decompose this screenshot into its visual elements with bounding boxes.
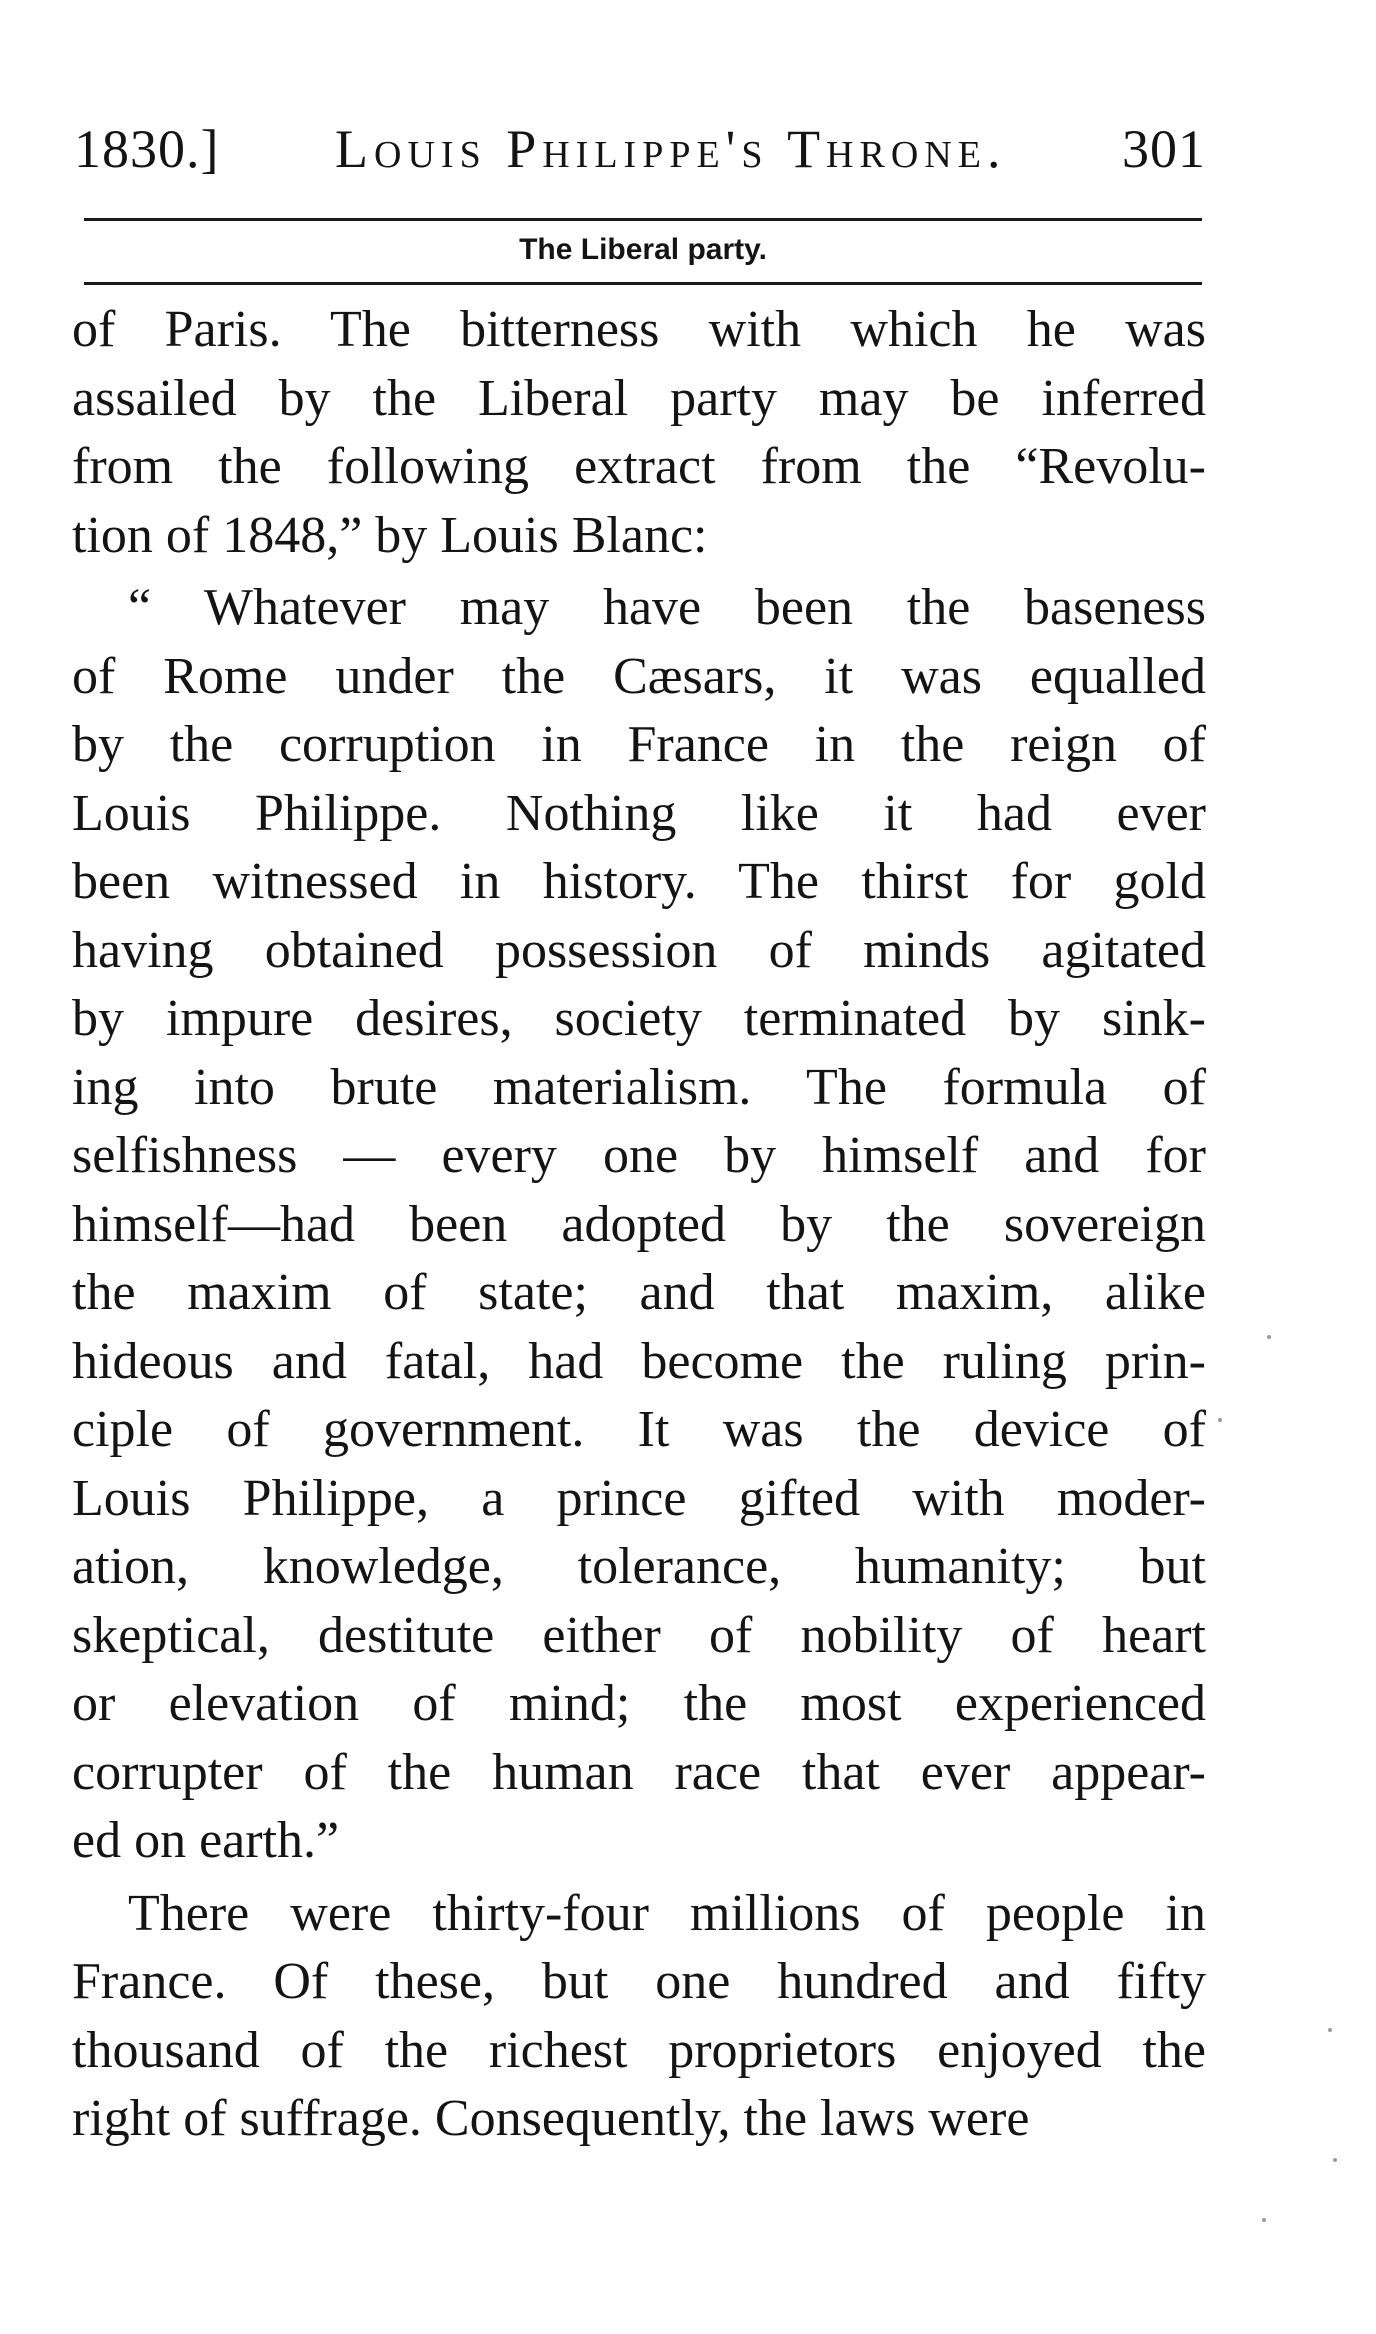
text-line: having obtained possession of minds agitated <box>72 921 1206 979</box>
text-line: Louis Philippe. Nothing like it had ever <box>72 784 1206 842</box>
text-line: of Rome under the Cæsars, it was equalled <box>72 647 1206 705</box>
scan-speck <box>1262 2218 1266 2222</box>
text-line: from the following extract from the “Revolu- <box>72 438 1206 495</box>
scan-speck <box>1267 1335 1271 1339</box>
text-line: France. Of these, but one hundred and fifty <box>72 1953 1206 2010</box>
header-year: 1830.] <box>74 119 220 179</box>
text-line: of Paris. The bitterness with which he was <box>72 301 1206 358</box>
running-head <box>74 118 1206 188</box>
text-line: by the corruption in France in the reign of <box>72 716 1206 773</box>
text-line: the maxim of state; and that maxim, alike <box>72 1264 1206 1321</box>
paragraph <box>72 574 1206 1876</box>
page-number: 301 <box>1122 119 1206 179</box>
section-heading: The Liberal party. <box>519 233 767 266</box>
paragraph <box>72 1880 1206 2154</box>
text-line: assailed by the Liberal party may be inferred <box>72 369 1206 427</box>
body-text <box>72 296 1206 2154</box>
text-line: “ Whatever may have been the baseness <box>128 579 1206 636</box>
text-line: corrupter of the human race that ever appear- <box>72 1743 1206 1801</box>
text-line: or elevation of mind; the most experienced <box>72 1675 1206 1732</box>
scan-speck <box>1218 1418 1222 1422</box>
text-line: tion of 1848,” by Louis Blanc: <box>72 506 708 564</box>
text-line: hideous and fatal, had become the ruling prin- <box>72 1332 1206 1390</box>
text-line: skeptical, destitute either of nobility of heart <box>72 1606 1206 1664</box>
header-title: Louis Philippe's Throne. <box>335 119 1007 179</box>
text-line: been witnessed in history. The thirst for gold <box>72 853 1206 910</box>
header-rule-top <box>84 218 1202 221</box>
text-line: ciple of government. It was the device of <box>72 1401 1206 1458</box>
paragraph <box>72 296 1206 570</box>
text-line: ed on earth.” <box>72 1812 340 1869</box>
header-rule-bottom <box>84 282 1202 285</box>
text-line: thousand of the richest proprietors enjoyed the <box>72 2021 1206 2079</box>
text-line: himself—had been adopted by the sovereign <box>72 1195 1206 1253</box>
scan-speck <box>1333 2158 1337 2162</box>
text-line: by impure desires, society terminated by sink- <box>72 990 1206 1047</box>
text-line: right of suffrage. Consequently, the laws were <box>72 2090 1030 2147</box>
text-line: selfishness — every one by himself and for <box>72 1127 1206 1184</box>
scan-speck <box>1328 2028 1332 2032</box>
text-line: ing into brute materialism. The formula of <box>72 1058 1206 1116</box>
text-line: Louis Philippe, a prince gifted with moder- <box>72 1469 1206 1527</box>
text-line: ation, knowledge, tolerance, humanity; but <box>72 1538 1206 1595</box>
text-line: There were thirty-four millions of people in <box>128 1884 1206 1942</box>
